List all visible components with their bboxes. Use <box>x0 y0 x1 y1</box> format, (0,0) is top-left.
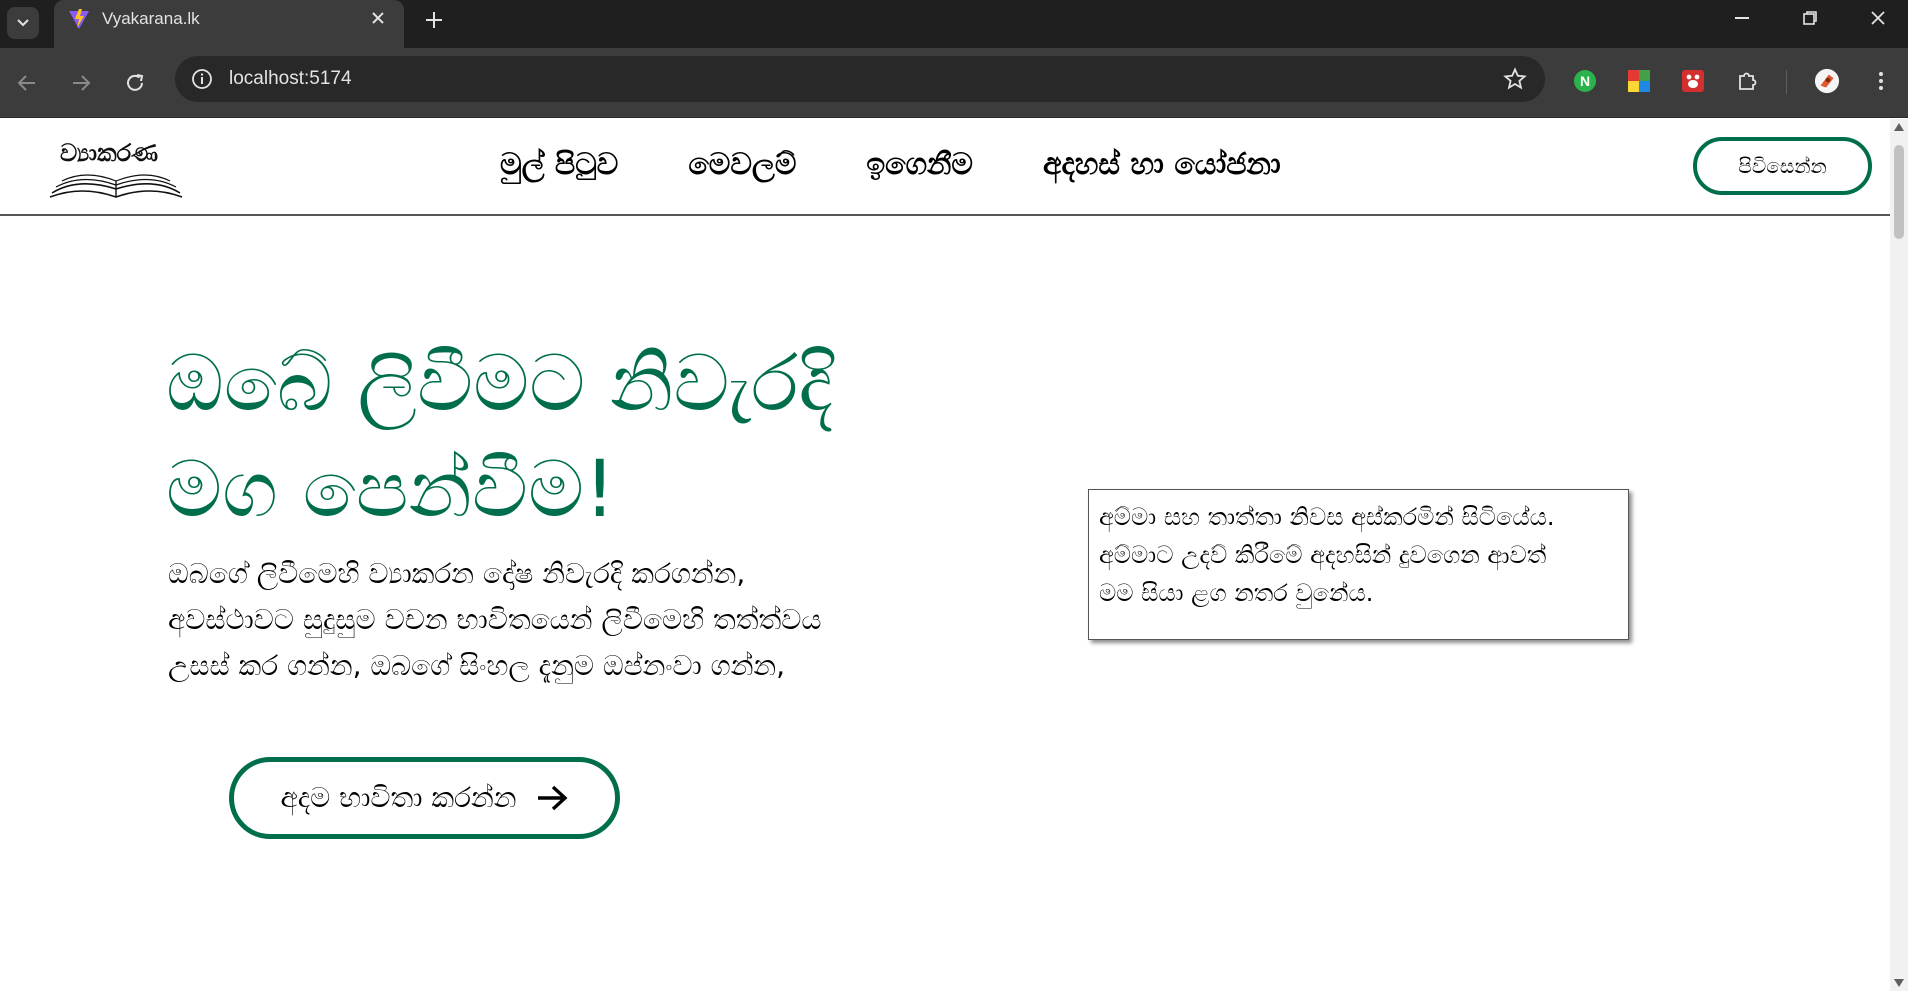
restore-icon <box>1803 11 1817 25</box>
tab-search-button[interactable] <box>7 7 39 39</box>
star-icon[interactable] <box>1503 67 1527 91</box>
main-nav <box>500 147 1281 187</box>
sample-text-box <box>1088 489 1629 640</box>
sample-text-line1: අම්මා සහ තාත්තා නිවස අස්කරමින් සිටියේය. <box>1099 503 1555 531</box>
try-now-label: අදම භාවිතා කරන්න <box>280 781 517 814</box>
back-button[interactable] <box>10 66 44 100</box>
hero-title <box>166 331 986 543</box>
info-icon[interactable] <box>191 68 213 90</box>
login-button-label: පිවිසෙන්න <box>1738 154 1827 178</box>
hero-title-line2: මග පෙන්වීම! <box>166 445 616 535</box>
reload-button[interactable] <box>118 66 152 100</box>
minimize-button[interactable] <box>1712 0 1772 36</box>
arrow-right-icon <box>535 783 569 813</box>
extension-n-icon[interactable] <box>1572 68 1598 94</box>
toolbar-divider <box>1786 70 1787 94</box>
browser-toolbar <box>0 48 1908 118</box>
svg-text:N: N <box>1579 73 1591 89</box>
hero-subtitle-line3: උසස් කර ගන්න, ඔබගේ සිංහල දැනුම ඔප්නංවා ගන්න, <box>168 649 786 682</box>
scroll-up-arrow[interactable] <box>1894 123 1904 131</box>
close-tab-button[interactable] <box>366 6 390 30</box>
new-tab-button[interactable] <box>418 4 450 36</box>
scroll-thumb[interactable] <box>1894 145 1904 239</box>
address-bar[interactable] <box>175 56 1545 102</box>
open-book-icon <box>48 163 184 201</box>
close-icon <box>371 11 385 25</box>
vite-favicon-icon <box>68 8 90 30</box>
tab-title: Vyakarana.lk <box>102 9 200 28</box>
page-scrollbar[interactable] <box>1890 119 1908 991</box>
sample-text-line2: අම්මාට උදව් කිරීමේ අදහසින් දුවගෙන ආවත් <box>1099 541 1547 569</box>
close-icon <box>1871 11 1885 25</box>
hero-subtitle-line1: ඔබගේ ලිවීමෙහි ව්‍යාකරන දෝෂ නිවැරදි කරගන්න, <box>168 557 746 590</box>
restore-button[interactable] <box>1780 0 1840 36</box>
arrow-right-icon <box>70 72 92 94</box>
browser-tab[interactable] <box>54 0 404 48</box>
arrow-left-icon <box>16 72 38 94</box>
browser-tab-bar <box>0 0 1908 48</box>
sample-text-line3: මම සියා ළග නතර වුනේය. <box>1099 579 1374 607</box>
hero-subtitle <box>168 551 1008 689</box>
hero-subtitle-line2: අවස්ථාවට සුදුසුම වචන භාවිතයෙන් ලිවීමෙහි තත්ත්වය <box>168 603 822 636</box>
logo-text: ව්‍යාකරණ <box>60 139 159 167</box>
login-button[interactable] <box>1693 137 1872 195</box>
scroll-down-arrow[interactable] <box>1894 979 1904 987</box>
url-text[interactable]: localhost:5174 <box>229 68 352 89</box>
puzzle-icon[interactable] <box>1734 68 1760 94</box>
nav-learning[interactable]: ඉගෙනීම <box>866 147 973 182</box>
site-logo[interactable] <box>48 139 188 201</box>
nav-feedback[interactable]: අදහස් හා යෝජනා <box>1042 147 1281 182</box>
close-window-button[interactable] <box>1848 0 1908 36</box>
chevron-down-icon <box>16 18 30 28</box>
nav-tools[interactable]: මෙවලම් <box>688 147 797 182</box>
plus-icon <box>425 11 443 29</box>
try-now-button[interactable] <box>229 757 620 839</box>
site-navbar <box>0 119 1890 216</box>
forward-button[interactable] <box>64 66 98 100</box>
extension-colors-icon[interactable] <box>1626 68 1652 94</box>
extension-paw-icon[interactable] <box>1680 68 1706 94</box>
nav-home[interactable]: මුල් පිටුව <box>500 147 619 182</box>
profile-avatar[interactable] <box>1814 68 1840 94</box>
web-page <box>0 119 1890 991</box>
kebab-menu-icon[interactable] <box>1868 68 1894 94</box>
hero-title-line1: ඔබේ ලිවීමට නිවැරදි <box>166 339 833 429</box>
reload-icon <box>124 72 146 94</box>
minimize-icon <box>1735 17 1749 19</box>
